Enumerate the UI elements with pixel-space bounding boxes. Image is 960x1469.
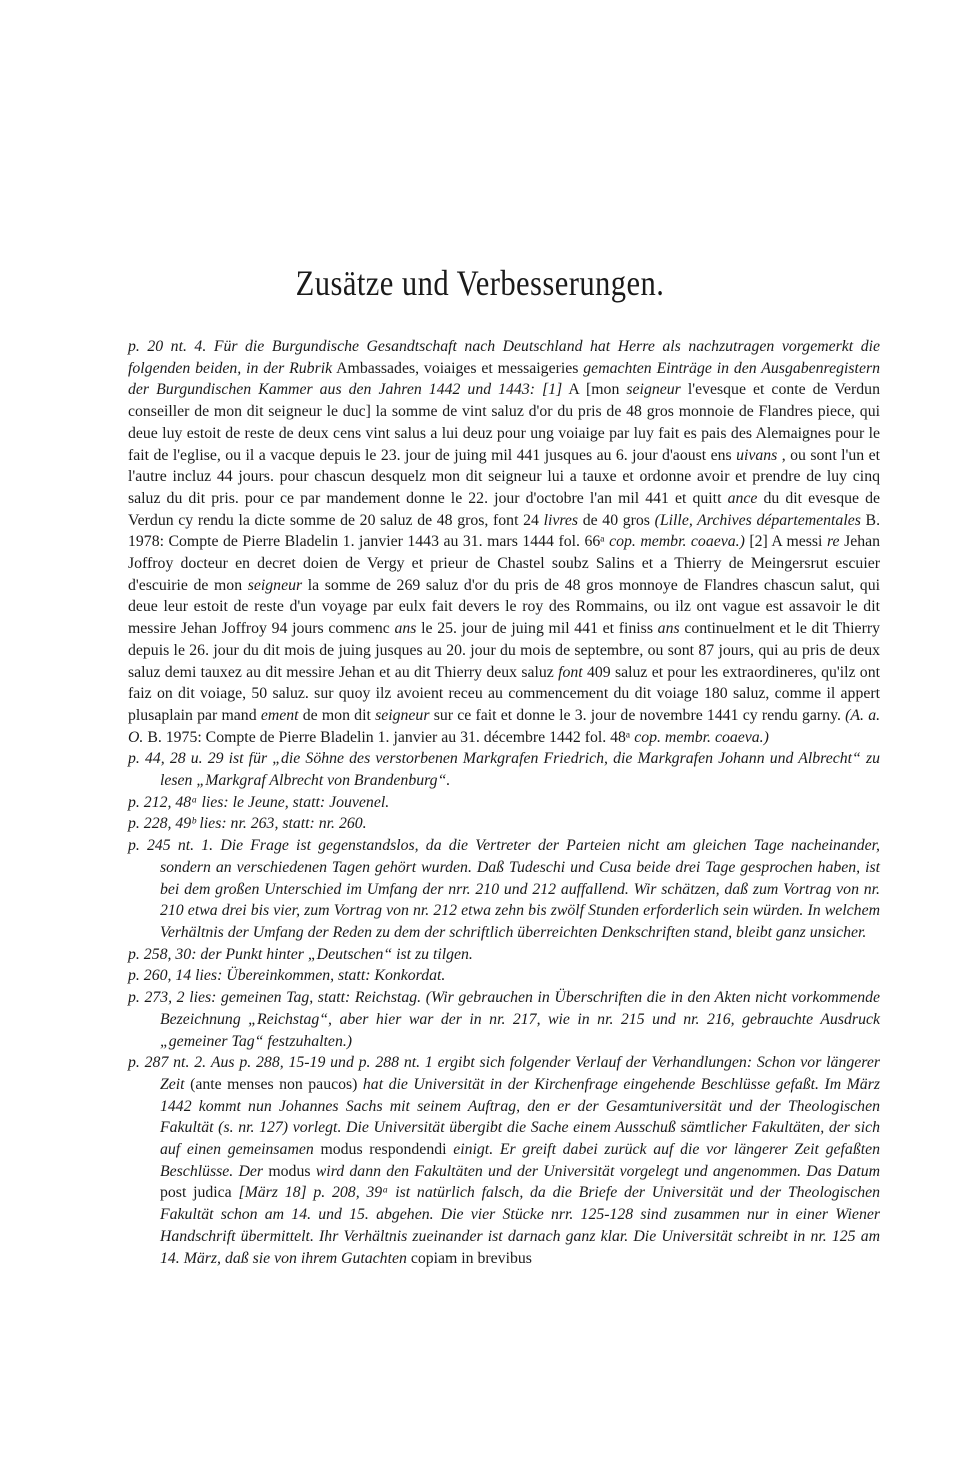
entry [128, 987, 880, 1052]
roman-run: la somme de 269 saluz d'or du pris de 48 gros monnoye de Flandres chascun salut, qui deue leur estoit de reste d'un voyage par eulx fait devers le roy des Rommains, ou ilz ont vague est assavoir le dit messire Jehan Joffroy 94 jours commenc [128, 576, 880, 638]
italic-run: (A. a. O. [128, 706, 881, 746]
italic-run: cop. membr. coaeva.) [634, 728, 769, 746]
roman-run: B. 1975: Compte de Pierre Bladelin 1. janvier au 31. décembre 1442 fol. 48ᵃ [147, 728, 631, 746]
entry-reference: p. 44, 28 u. 29 [128, 750, 224, 768]
italic-run: uivans [736, 446, 778, 464]
entry-reference: p. 20 nt. 4. [128, 338, 207, 355]
italic-run: cop. membr. coaeva.) [609, 533, 745, 551]
italic-run: livres [543, 511, 579, 529]
italic-run: re [826, 533, 840, 551]
entry [128, 944, 880, 966]
roman-run: de 40 gros [582, 511, 650, 529]
italic-run: hat die Universität in der Kirchenfrage eingehende Beschlüsse gefaßt. Im März 1442 kommt nun Johannes Sachs mit seinem Auftrag, den er der Gesamtuniversität und der Theologischen Fakultät (s. nr. 127) vorlegt. Die Universität übergibt die Sache einem Ausschuß sämtlicher Fakultäten, der sich auf einen gemeinsamen [160, 1075, 880, 1159]
entry-reference: p. 287 nt. 2. [128, 1054, 207, 1072]
entry [128, 336, 880, 748]
page-title: Zusätze und Verbesserungen. [295, 263, 665, 303]
italic-run: Aus p. 288, 15-19 und p. 288 nt. 1 ergibt sich folgender Verlauf der Verhandlungen: Schon vor längerer Zeit [160, 1054, 880, 1093]
entry [128, 792, 880, 814]
entry-reference: p. 212, 48ᵃ [128, 793, 198, 811]
italic-run: Die Frage ist gegenstandslos, da die Vertreter der Parteien nicht am gleichen Tage nacheinander, sondern an verschiedenen Tagen gehört wurden. Daß Tudeschi und Cusa beide drei Tage gesprochen haben, ist bei dem großen Unterschied im Umfang der nrr. 210 und 212 auffallend. Wir schätzen, daß zum Vortrag von nr. 210 etwa drei bis vier, zum Vortrag von nr. 212 etwa zehn bis zwölf Stunden erforderlich sein würden. In welchem Verhältnis der Umfang der Reden zu dem der schriftlich überreichten Denkschriften stand, bleibt ganz unsicher. [160, 837, 881, 941]
entries-list [128, 336, 880, 1269]
italic-run: ans [394, 620, 417, 638]
roman-run: l'evesque et conte de Verdun conseiller de mon dit seigneur le duc] la somme de vint saluz d'or du pris de 48 gros monnoie de Flandres piece, qui deue luy estoit de reste de deux cens vint salus a lui deuz pour ung voiaige par luy fait es pais des Alemaignes pour le fait de l'eglise, ou il a vacque depuis le 23. jour de juing mil 441 jusques au 6. jour d'aoust ens [128, 381, 880, 464]
entry [128, 965, 880, 987]
roman-run: , ou sont l'un et l'autre incluz 44 jours. pour chascun desquelz mon dit seigneur lui a tauxe et ordonne avoir et prendre de luy cinq saluz du dit pris. pour ce par mandement donne le 22. jour d'octobre l'an mil 441 et quitt [128, 446, 880, 507]
entry-reference: p. 273, 2 [128, 989, 185, 1007]
entry-text [128, 338, 880, 746]
roman-run: continuelment et le dit Thierry depuis le 26. jour du dit mois de juing jusques au 20. jour du mois de septembre, ou sont 87 jours, qui au pris de deux saluz demi tauxez au dit messire Jehan et au dit Thierry deux saluz [128, 620, 880, 681]
entry-reference: p. 245 nt. 1. [128, 837, 214, 855]
roman-run: A [mon [568, 381, 620, 399]
italic-run: der Punkt hinter „Deutschen“ ist zu tilgen. [200, 945, 473, 963]
italic-run: font [558, 663, 583, 681]
entry-text [195, 967, 445, 984]
italic-run: lies: le Jeune, statt: Jouvenel. [201, 793, 390, 811]
entry-text [160, 989, 880, 1049]
roman-run: sur ce fait et donne le 3. jour de novembre 1441 cy rendu garny. [433, 706, 841, 724]
entry [128, 748, 880, 791]
entry-text [160, 750, 880, 789]
roman-run: 409 saluz et pour les extraordineres, qu'ilz ont faiz on dit voiage, 50 saluz. sur quoy ilz avoient receu au commencement du dit voiage 180 saluz, comme il appert plusaplain par mand [128, 663, 880, 724]
italic-run: seigneur [375, 706, 430, 724]
italic-run: einigt. Er greift dabei zurück auf die vor längerer Zeit gefaßten Beschlüsse. Der [160, 1141, 881, 1180]
italic-run: seigneur [626, 381, 681, 399]
roman-run: de mon dit [302, 706, 371, 724]
roman-run: modus respondendi [320, 1141, 447, 1159]
entry-reference: p. 258, 30: [128, 945, 197, 963]
italic-run: lies: nr. 263, statt: nr. 260. [199, 815, 367, 833]
roman-run: du dit evesque de Verdun cy rendu la dicte somme de 20 saluz de 48 gros, font 24 [128, 489, 881, 529]
italic-run: lies: gemeinen Tag, statt: Reichstag. (Wir gebrauchen in Überschriften die in den Akten nicht vorkommende Bezeichnung „Reichstag“, aber hier war der in nr. 217, wie in nr. 215 und nr. 216, gebrauchte Ausdruck „gemeiner Tag“ festzuhalten.) [160, 989, 881, 1050]
italic-run: (Lille, Archives départementales [654, 511, 861, 529]
italic-run: seigneur [247, 576, 303, 594]
roman-run: Ambassades, voiaiges et messaigeries [336, 359, 579, 377]
roman-run: [2] A messi [749, 533, 823, 551]
entry-text [200, 946, 472, 963]
roman-run: B. 1978: Compte de Pierre Bladelin 1. janvier 1443 au 31. mars 1444 fol. 66ᵃ [128, 511, 881, 551]
italic-run: [März 18] p. 208, 39ᵃ ist natürlich falsch, da die Briefe der Universität und der Theologischen Fakultät schon am 14. und 15. abgehen. Die vier Stücke nrr. 125-128 sind zusammen nur in einer Wiener Handschrift übermittelt. Ihr Verhältnis zueinander ist darnach ganz klar. Die Universität schreibt in nr. 125 am 14. März, daß sie von ihrem Gutachten [160, 1184, 880, 1267]
italic-run: wird dann den Fakultäten und der Universität vorgelegt und angenommen. Das Datum [315, 1162, 881, 1180]
italic-run: Für die Burgundische Gesandtschaft nach Deutschland hat Herre als nachzutragen vorgemerkt die folgenden beiden, in der Rubrik [128, 338, 880, 377]
italic-run: ance [727, 489, 758, 507]
italic-run: ist für „die Söhne des verstorbenen Markgrafen Friedrich, die Markgrafen Johann und Albrecht“ zu lesen „Markgraf Albrecht von Brandenburg“. [160, 750, 880, 790]
roman-run: copiam in brevibus [410, 1249, 532, 1267]
roman-run: modus [268, 1162, 311, 1180]
entry [128, 835, 880, 944]
entry [128, 1052, 880, 1269]
roman-run: (ante menses non paucos) [190, 1075, 358, 1093]
roman-run: Jehan Joffroy docteur en decret doien de Vergy et prieur de Chastel soubz Salins et a Thierry de Meingersrut escuier d'escuirie de mon [128, 533, 881, 594]
entry [128, 813, 880, 835]
italic-run: lies: Übereinkommen, statt: Konkordat. [195, 967, 446, 985]
entry-text [199, 815, 366, 832]
italic-run: gemachten Einträge in den Ausgabenregistern der Burgundischen Kammer aus den Jahren 1442 und 1443: [1] [128, 359, 880, 399]
entry-text [160, 1054, 880, 1266]
entry-reference: p. 228, 49ᵇ [128, 815, 196, 833]
roman-run: post judica [160, 1184, 232, 1202]
roman-run: le 25. jour de juing mil 441 et finiss [421, 620, 653, 638]
entry-text [160, 837, 880, 941]
entry-reference: p. 260, 14 [128, 967, 192, 985]
italic-run: ans [657, 620, 680, 638]
italic-run: ement [260, 706, 299, 724]
entry-text [201, 794, 389, 811]
